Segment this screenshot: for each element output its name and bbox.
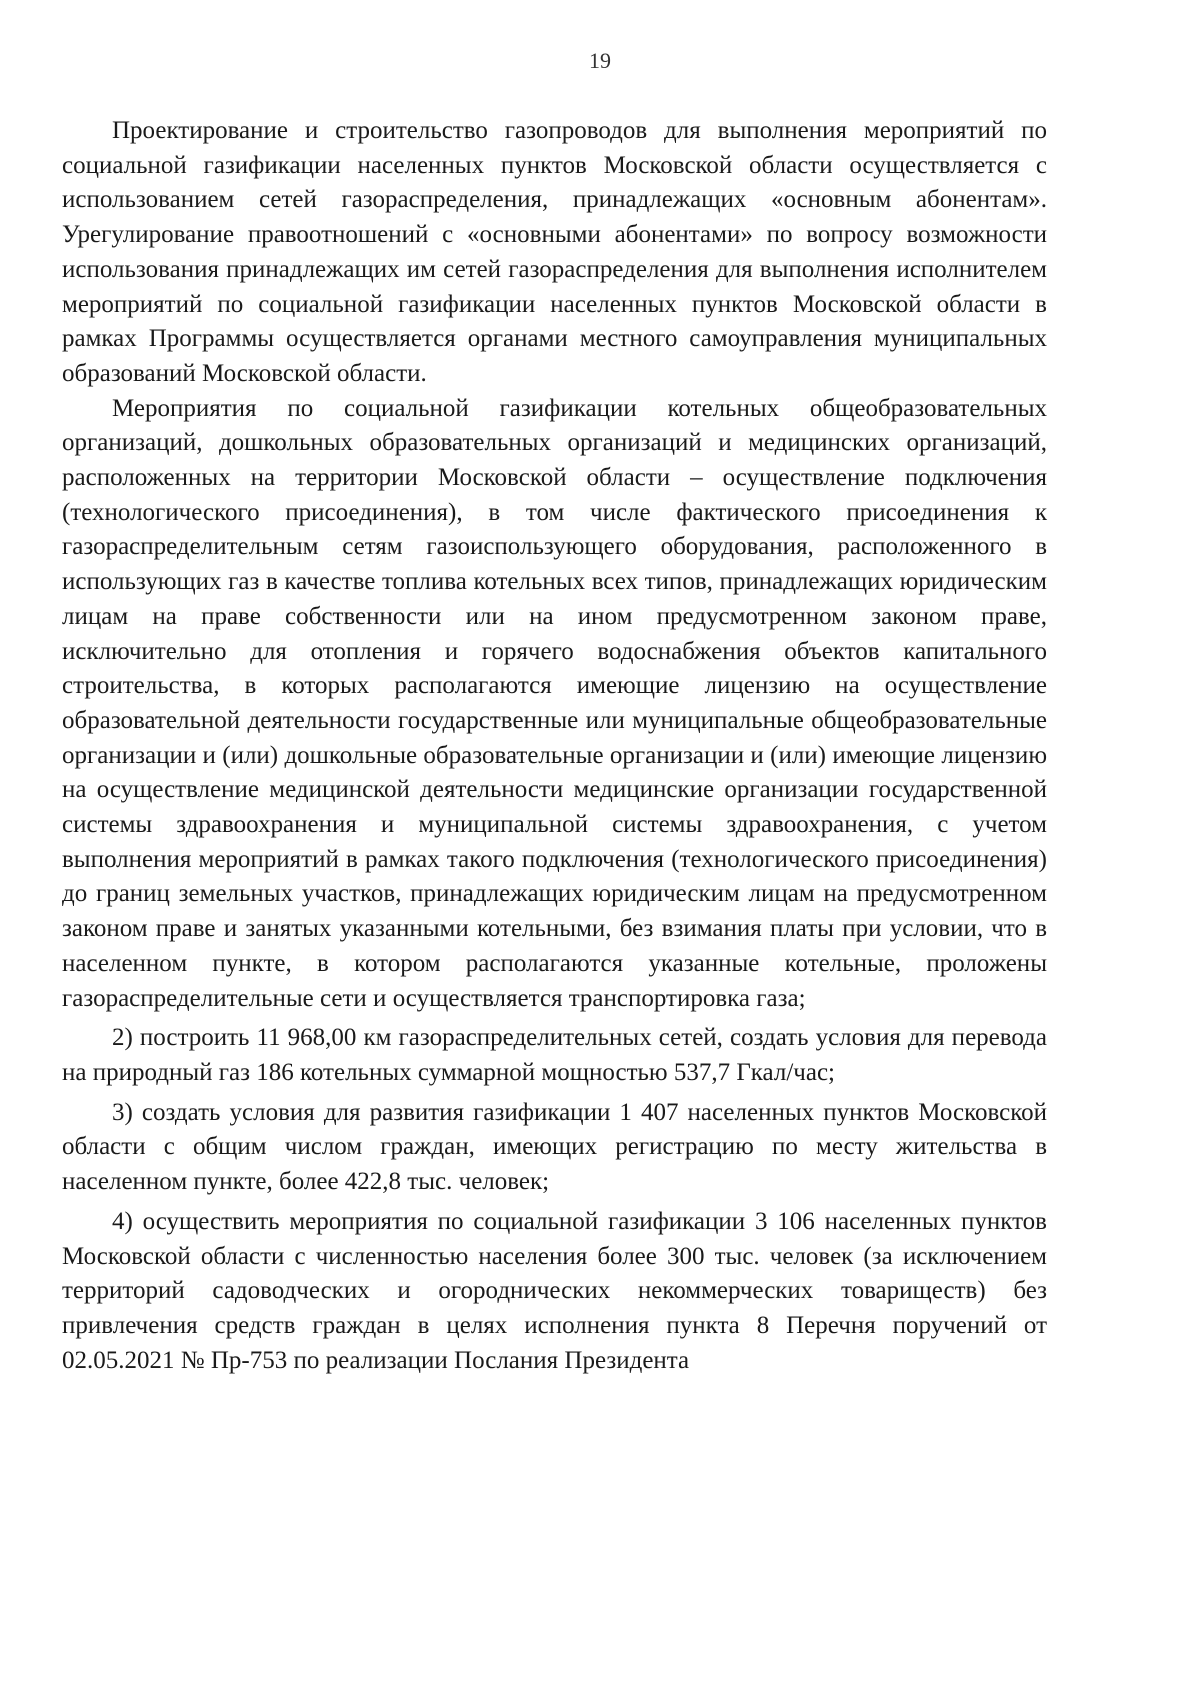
list-item-4: 4) осуществить мероприятия по социальной газификации 3 106 населенных пунктов Московской области с численностью населения более 300 тыс. человек (за исключением территорий садоводческих и огороднических некоммерческих товариществ) без привлечения средств граждан в целях исполнения пункта 8 Перечня поручений от 02.05.2021 № Пр-753 по реализации Послания Президента bbox=[62, 1207, 1047, 1374]
list-item-3: 3) создать условия для развития газификации 1 407 населенных пунктов Московской области с общим числом граждан, имеющих регистрацию по месту жительства в населенном пункте, более 422,8 тыс. человек; bbox=[62, 1098, 1047, 1196]
paragraph-boiler-gasification: Мероприятия по социальной газификации котельных общеобразовательных организаций, дошкольных образовательных организаций и медицинских организаций, расположенных на территории Московской области – осуществление подключения (технологического присоединения), в том числе фактического присоединения к газораспределительным сетям газоиспользующего оборудования, расположенного в использующих газ в качестве топлива котельных всех типов, принадлежащих юридическим лицам на праве собственности или на ином предусмотренном законом праве, исключительно для отопления и горячего водоснабжения объектов капитального строительства, в которых располагаются имеющие лицензию на осуществление образовательной деятельности государственные или муниципальные общеобразовательные организации и (или) дошкольные образовательные организации и (или) имеющие лицензию на осуществление медицинской деятельности медицинские организации государственной системы здравоохранения и муниципальной системы здравоохранения, с учетом выполнения мероприятий в рамках такого подключения (технологического присоединения) до границ земельных участков, принадлежащих юридическим лицам на предусмотренном законом праве и занятых указанными котельными, без взимания платы при условии, что в населенном пункте, в котором располагаются указанные котельные, проложены газораспределительные сети и осуществляется транспортировка газа; bbox=[62, 394, 1047, 1012]
paragraph-design-construction: Проектирование и строительство газопроводов для выполнения мероприятий по социальной газификации населенных пунктов Московской области осуществляется с использованием сетей газораспределения, принадлежащих «основным абонентам». Урегулирование правоотношений с «основными абонентами» по вопросу возможности использования принадлежащих им сетей газораспределения для выполнения исполнителем мероприятий по социальной газификации населенных пунктов Московской области в рамках Программы осуществляется органами местного самоуправления муниципальных образований Московской области. bbox=[62, 117, 1047, 387]
list-item-2: 2) построить 11 968,00 км газораспределительных сетей, создать условия для перевода на природный газ 186 котельных суммарной мощностью 537,7 Гкал/час; bbox=[62, 1024, 1047, 1086]
document-body bbox=[62, 114, 1047, 1378]
page-number: 19 bbox=[589, 48, 611, 73]
